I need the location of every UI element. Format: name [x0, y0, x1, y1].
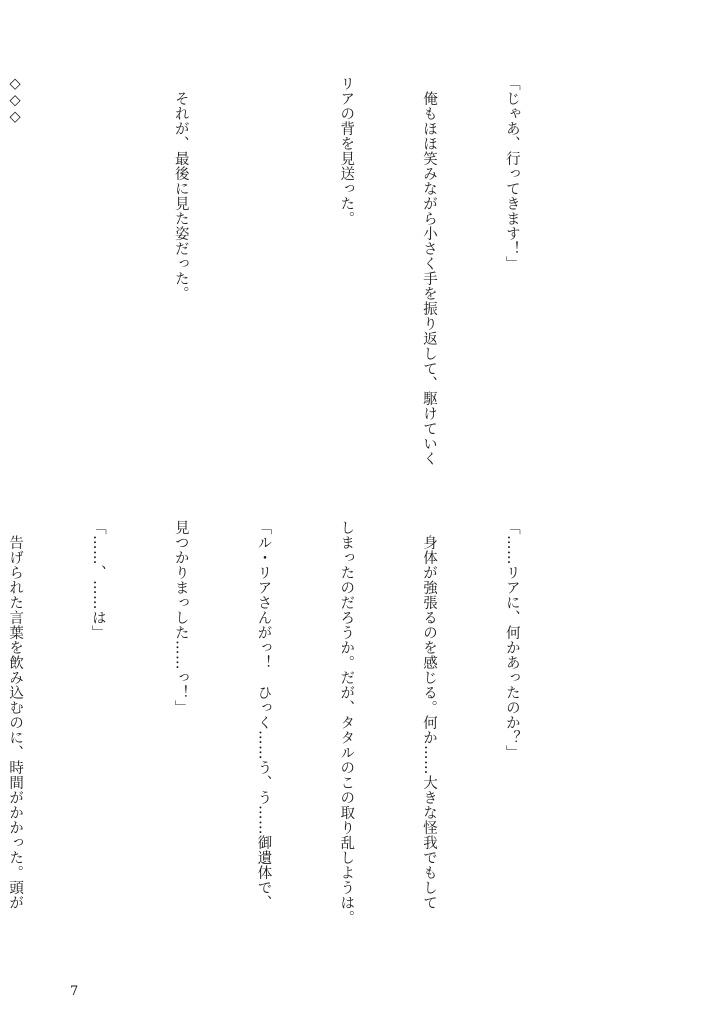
text-column: 俺もほほ笑みながら小さく手を振り返して、駆けていく: [421, 76, 438, 466]
text-column: 見つかりまっした……っ！」: [172, 520, 189, 715]
lower-text-block: [0, 520, 580, 950]
text-column: [83, 76, 111, 496]
text-column: それが、最後に見た姿だった。: [172, 76, 189, 301]
text-column: [249, 76, 277, 496]
upper-text-block: [0, 76, 580, 496]
page-number: 7: [70, 984, 79, 999]
text-column: 告げられた言葉を飲み込むのに、時間がかかった。頭が: [7, 520, 24, 910]
text-column: リアの背を見送った。: [338, 76, 355, 226]
text-column: 「ル・リアさんがっ！ ひっく……う、う……御遺体で、: [255, 520, 272, 910]
scene-break-diamonds: ◇◇◇: [7, 76, 24, 126]
text-column: 「じゃあ、行ってきます！」: [503, 76, 520, 271]
text-column: しまったのだろうか。だが、タタルのこの取り乱しようは。: [338, 520, 355, 925]
text-column: 「……、……は」: [89, 520, 106, 640]
text-column: 身体が強張るのを感じる。何か……大きな怪我でもして: [421, 520, 438, 910]
text-column: 「……リアに、何かあったのか？」: [503, 520, 520, 760]
